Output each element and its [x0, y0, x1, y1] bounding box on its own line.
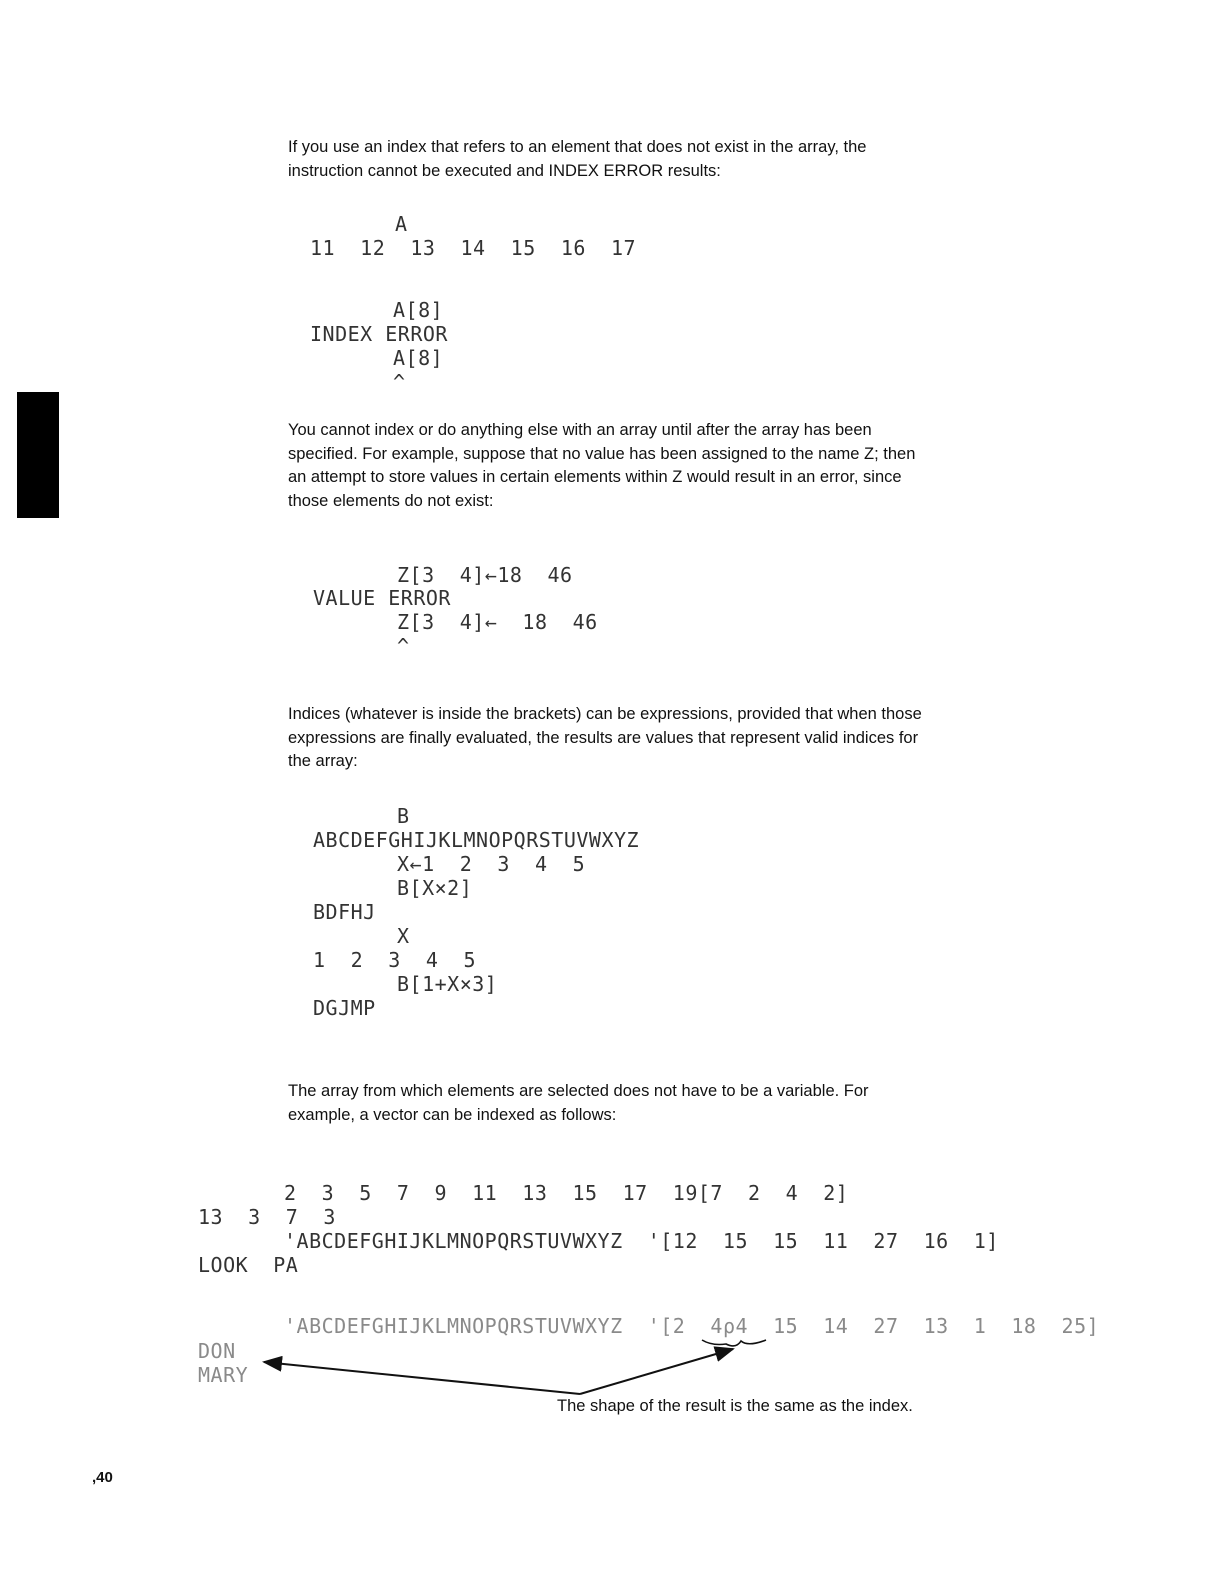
- code-line: 1 2 3 4 5: [313, 948, 477, 972]
- code-line: DON: [198, 1339, 236, 1363]
- code-line: 13 3 7 3: [198, 1205, 336, 1229]
- code-line: B[X×2]: [397, 876, 473, 900]
- code-line: B[1+X×3]: [397, 972, 498, 996]
- code-line: BDFHJ: [313, 900, 376, 924]
- code-line: 2 3 5 7 9 11 13 15 17 19[7 2 4 2]: [284, 1181, 849, 1205]
- arrow-to-index: [580, 1349, 733, 1394]
- code-line: INDEX ERROR: [310, 322, 448, 346]
- arrow-to-result: [264, 1362, 580, 1394]
- code-line: A: [395, 212, 408, 236]
- code-line: 'ABCDEFGHIJKLMNOPQRSTUVWXYZ '[12 15 15 11 27 16 1]: [284, 1229, 999, 1253]
- code-line: X: [397, 924, 410, 948]
- paragraph-vector-index: The array from which elements are selected does not have to be a variable. For example, a vector can be indexed as follows:: [288, 1082, 869, 1124]
- paragraph-value-error: You cannot index or do anything else with an array until after the array has been specified. For example, suppose that no value has been assigned to the name Z; then an attempt to store values in certain elements within Z would result in an error, since those elements do not exist:: [288, 421, 916, 510]
- brace-mark: [702, 1340, 766, 1346]
- paragraph-index-expressions: Indices (whatever is inside the brackets) can be expressions, provided that when those expressions are finally evaluated, the results are values that represent valid indices for the array:: [288, 705, 922, 770]
- code-line: A[8]: [393, 346, 444, 370]
- caret-marker: ^: [393, 370, 406, 394]
- code-line: 11 12 13 14 15 16 17: [310, 236, 637, 260]
- code-line: X←1 2 3 4 5: [397, 852, 586, 876]
- code-line: B: [397, 804, 410, 828]
- paragraph-index-error: If you use an index that refers to an element that does not exist in the array, the instruction cannot be executed and INDEX ERROR results:: [288, 138, 867, 180]
- code-line: ABCDEFGHIJKLMNOPQRSTUVWXYZ: [313, 828, 640, 852]
- code-line: 'ABCDEFGHIJKLMNOPQRSTUVWXYZ '[2 4⍴4 15 14 27 13 1 18 25]: [284, 1314, 1100, 1338]
- code-line: MARY: [198, 1363, 249, 1387]
- code-line: Z[3 4]← 18 46: [397, 610, 598, 634]
- code-line: VALUE ERROR: [313, 586, 451, 610]
- code-line: DGJMP: [313, 996, 376, 1020]
- page-number: ,40: [92, 1469, 113, 1486]
- annotation-caption: The shape of the result is the same as the index.: [557, 1397, 913, 1415]
- code-line: A[8]: [393, 298, 444, 322]
- code-line: Z[3 4]←18 46: [397, 563, 573, 587]
- code-line: LOOK PA: [198, 1253, 299, 1277]
- caret-marker: ^: [397, 634, 410, 658]
